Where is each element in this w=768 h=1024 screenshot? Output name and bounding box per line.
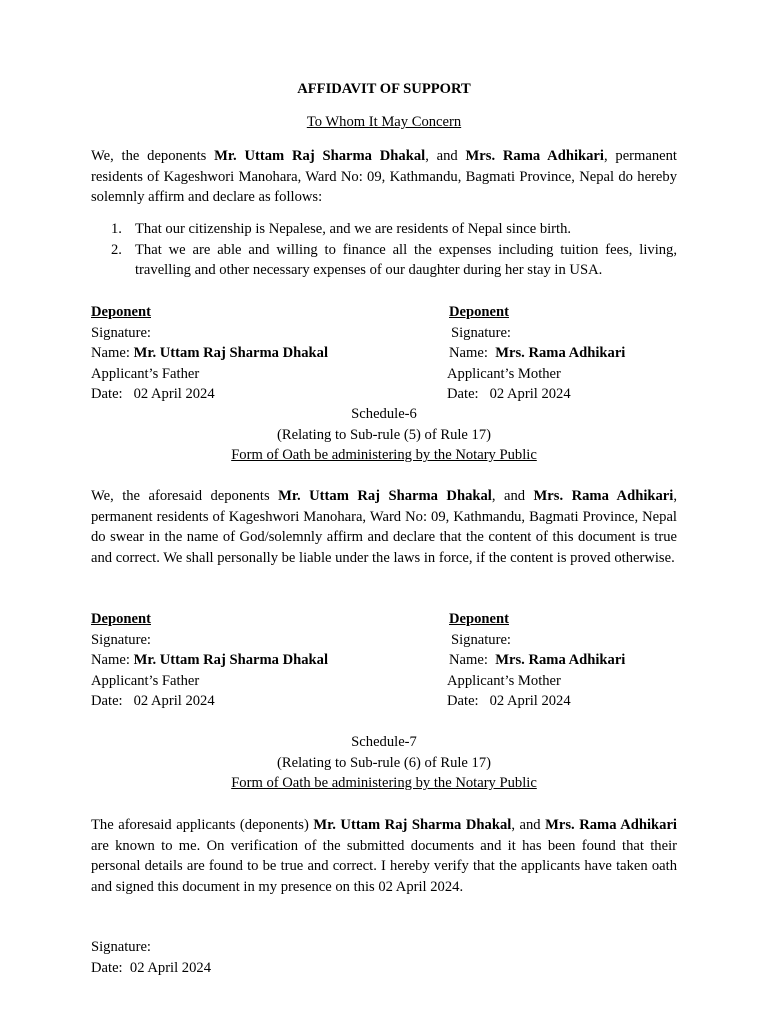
schedule-form-title: Form of Oath be administering by the Notary Public — [231, 447, 537, 464]
date-label: Date: — [91, 959, 127, 976]
verify-pre: The aforesaid applicants (deponents) — [91, 817, 314, 833]
intro-post: , permanent residents of Kageshwori Manohara, Ward No: 09, Kathmandu, Bagmati Province, Nepal do hereby solemnly affirm and declare as follows: — [91, 148, 677, 206]
verify-mid: , and — [511, 817, 546, 833]
deponent-date: 02 April 2024 — [489, 693, 571, 710]
deponent-date-line — [91, 691, 391, 712]
schedule-title: Schedule-7 — [351, 734, 417, 750]
oath-pre: We, the aforesaid deponents — [91, 488, 279, 504]
signature-label: Signature: — [451, 631, 511, 648]
deponent-name-line — [449, 343, 679, 364]
name-label: Name: — [91, 345, 134, 362]
deponent-date-line — [91, 384, 391, 405]
salutation: To Whom It May Concern — [306, 114, 462, 130]
deponent-date-line — [447, 384, 679, 405]
declaration-text: That we are able and willing to finance all the expenses including tuition fees, living, travelling and other necessary expenses of our daughter during her stay in USA. — [135, 241, 677, 279]
deponent-name: Mr. Uttam Raj Sharma Dhakal — [133, 652, 329, 669]
deponent-name-line — [91, 650, 391, 671]
notary-signature-label: Signature: — [91, 939, 151, 955]
declaration-item — [91, 219, 677, 240]
oath-mid: , and — [491, 488, 534, 504]
date-label: Date: — [447, 693, 483, 710]
verify-post: are known to me. On verification of the submitted documents and it has been found that their personal details are found to be true and correct. I hereby verify that the applicants have taken oath and signed this document in my presence on this 02 April 2024. — [91, 837, 677, 895]
deponent-role: Applicant’s Father — [91, 365, 200, 382]
deponent-name: Mrs. Rama Adhikari — [495, 345, 626, 362]
notary-date: 02 April 2024 — [129, 959, 211, 976]
verify-name-father: Mr. Uttam Raj Sharma Dhakal — [313, 817, 512, 833]
intro-pre: We, the deponents — [91, 148, 215, 164]
deponent-date: 02 April 2024 — [133, 693, 215, 710]
oath-name-mother: Mrs. Rama Adhikari — [533, 488, 674, 504]
oath-post: , permanent residents of Kageshwori Manohara, Ward No: 09, Kathmandu, Bagmati Province, Nepal do swear in the name of God/solemnly affirm and declare that the content of this document is true and correct. We shall personally be liable under the laws in force, if the content is proved otherwise. — [91, 488, 677, 566]
notary-signature-block — [91, 937, 677, 978]
signature-label: Signature: — [451, 324, 511, 341]
verification-paragraph — [91, 815, 677, 897]
schedule-6-header — [91, 404, 677, 466]
deponent-mother — [449, 609, 679, 712]
deponent-date: 02 April 2024 — [133, 386, 215, 403]
schedule-form-title: Form of Oath be administering by the Notary Public — [231, 775, 537, 792]
deponent-name: Mr. Uttam Raj Sharma Dhakal — [133, 345, 329, 362]
date-label: Date: — [91, 386, 127, 403]
declaration-item — [91, 240, 677, 281]
deponent-role: Applicant’s Father — [91, 672, 200, 689]
deponent-mother — [449, 302, 679, 405]
declaration-number: 1. — [111, 221, 122, 237]
signature-label: Signature: — [91, 631, 151, 648]
schedule-title: Schedule-6 — [351, 406, 417, 422]
document-title: AFFIDAVIT OF SUPPORT — [297, 81, 471, 97]
deponent-name: Mrs. Rama Adhikari — [495, 652, 626, 669]
name-label: Name: — [91, 652, 134, 669]
declaration-number: 2. — [111, 241, 122, 258]
declaration-list — [91, 219, 677, 281]
verify-name-mother: Mrs. Rama Adhikari — [545, 817, 677, 833]
deponent-role: Applicant’s Mother — [447, 365, 561, 382]
deponent-heading: Deponent — [91, 304, 151, 320]
intro-paragraph — [91, 146, 677, 208]
name-label: Name: — [449, 345, 492, 362]
schedule-subtitle: (Relating to Sub-rule (5) of Rule 17) — [277, 426, 491, 443]
name-label: Name: — [449, 652, 492, 669]
intro-name-father: Mr. Uttam Raj Sharma Dhakal — [214, 148, 426, 164]
declaration-text: That our citizenship is Nepalese, and we are residents of Nepal since birth. — [135, 221, 572, 237]
schedule-7-header — [91, 732, 677, 794]
deponent-name-line — [449, 650, 679, 671]
deponent-role: Applicant’s Mother — [447, 672, 561, 689]
intro-mid: , and — [425, 148, 466, 164]
schedule-subtitle: (Relating to Sub-rule (6) of Rule 17) — [277, 754, 491, 771]
deponent-name-line — [91, 343, 391, 364]
intro-name-mother: Mrs. Rama Adhikari — [465, 148, 604, 164]
deponent-father — [91, 609, 391, 712]
deponent-date: 02 April 2024 — [489, 386, 571, 403]
date-label: Date: — [447, 386, 483, 403]
signature-label: Signature: — [91, 324, 151, 341]
date-label: Date: — [91, 693, 127, 710]
deponent-heading: Deponent — [449, 304, 509, 320]
oath-name-father: Mr. Uttam Raj Sharma Dhakal — [278, 488, 492, 504]
deponent-date-line — [447, 691, 679, 712]
notary-date-line — [91, 958, 677, 979]
deponent-heading: Deponent — [91, 611, 151, 627]
deponent-heading: Deponent — [449, 611, 509, 627]
deponent-father — [91, 302, 391, 405]
oath-paragraph — [91, 486, 677, 568]
